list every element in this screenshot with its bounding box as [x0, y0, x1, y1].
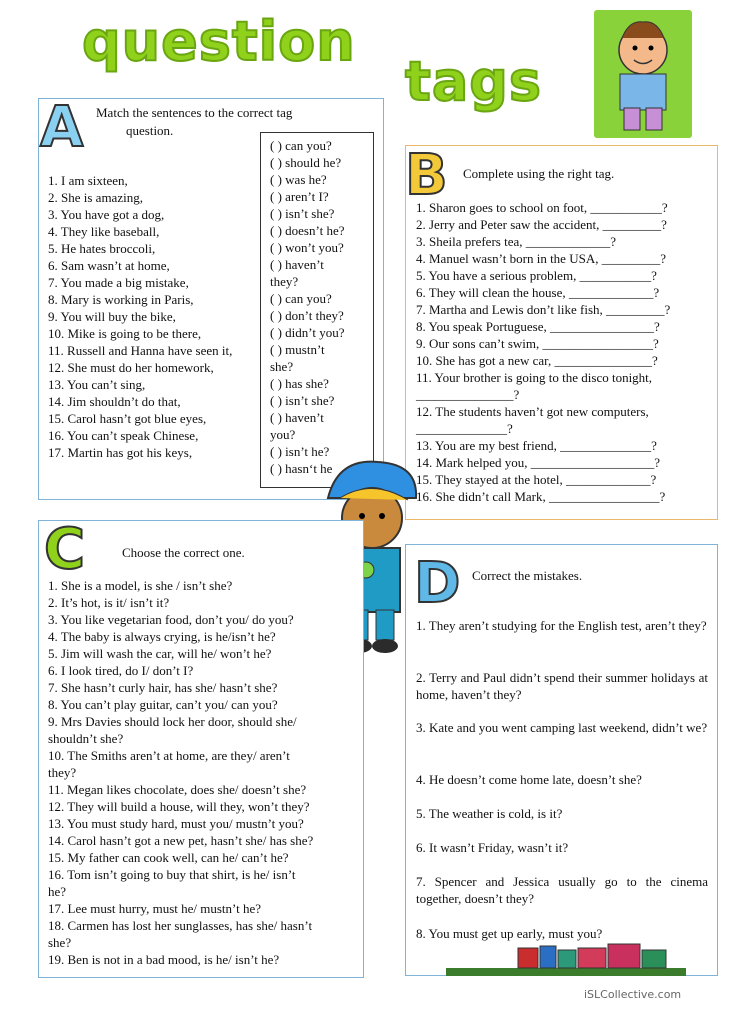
match-sentence: 12. She must do her homework,: [48, 360, 214, 375]
match-sentence: 8. Mary is working in Paris,: [48, 292, 194, 307]
match-sentence: 15. Carol hasn’t got blue eyes,: [48, 411, 207, 426]
complete-item: 7. Martha and Lewis don’t like fish, _________?: [416, 302, 671, 317]
match-sentence: 10. Mike is going to be there,: [48, 326, 202, 341]
match-sentence: 1. I am sixteen,: [48, 173, 128, 188]
match-sentence: 11. Russell and Hanna have seen it,: [48, 343, 233, 358]
section-c-letter: C: [44, 517, 86, 582]
tag-option: ( ) hasn‘t he: [270, 461, 333, 476]
section-a-instruction-2: question.: [126, 123, 174, 138]
complete-item: 3. Sheila prefers tea, _____________?: [416, 234, 617, 249]
choose-item: 7. She hasn’t curly hair, has she/ hasn’t she?: [48, 680, 278, 695]
correct-mistake-item: 8. You must get up early, must you?: [416, 926, 603, 941]
tag-option: ( ) should he?: [270, 155, 342, 170]
complete-item: _______________?: [416, 387, 520, 402]
section-a-letter: A: [40, 95, 84, 160]
section-d-letter: D: [414, 551, 461, 616]
tag-option: ( ) mustn’t: [270, 342, 325, 357]
match-sentence: 14. Jim shouldn’t do that,: [48, 394, 181, 409]
tag-option: ( ) doesn’t he?: [270, 223, 345, 238]
complete-item: 14. Mark helped you, ___________________?: [416, 455, 661, 470]
choose-item: 2. It’s hot, is it/ isn’t it?: [48, 595, 170, 610]
tag-option: ( ) isn’t she?: [270, 206, 335, 221]
correct-mistake-item: 2. Terry and Paul didn’t spend their summer holidays at home, haven’t they?: [416, 670, 708, 702]
complete-item: ______________?: [416, 421, 513, 436]
tag-option: ( ) haven’t: [270, 410, 324, 425]
correct-mistake-item: 6. It wasn’t Friday, wasn’t it?: [416, 840, 569, 855]
complete-item: 6. They will clean the house, _____________?: [416, 285, 660, 300]
complete-item: 9. Our sons can’t swim, _________________?: [416, 336, 659, 351]
correct-mistake-item: 4. He doesn’t come home late, doesn’t she?: [416, 772, 642, 787]
choose-item: 19. Ben is not in a bad mood, is he/ isn’t he?: [48, 952, 280, 967]
complete-item: 11. Your brother is going to the disco tonight,: [416, 370, 653, 385]
tag-option: they?: [270, 274, 299, 289]
complete-item: 8. You speak Portuguese, ________________?: [416, 319, 660, 334]
tag-option: ( ) can you?: [270, 138, 332, 153]
tag-option: she?: [270, 359, 294, 374]
match-sentence: 3. You have got a dog,: [48, 207, 165, 222]
tag-option: ( ) isn’t he?: [270, 444, 330, 459]
correct-mistake-item: 3. Kate and you went camping last weekend, didn’t we?: [416, 720, 708, 735]
boy-illustration: [594, 10, 692, 138]
title-tags: tags: [405, 50, 543, 113]
choose-item: 10. The Smiths aren’t at home, are they/ aren’t: [48, 748, 290, 763]
choose-item: 9. Mrs Davies should lock her door, should she/: [48, 714, 297, 729]
choose-item: 1. She is a model, is she / isn’t she?: [48, 578, 233, 593]
tag-option: ( ) was he?: [270, 172, 327, 187]
match-sentence: 13. You can’t sing,: [48, 377, 146, 392]
choose-item: 11. Megan likes chocolate, does she/ doesn’t she?: [48, 782, 307, 797]
choose-item: 12. They will build a house, will they, won’t they?: [48, 799, 310, 814]
complete-item: 16. She didn’t call Mark, _________________?: [416, 489, 666, 504]
section-a-instruction: Match the sentences to the correct tag: [96, 105, 293, 120]
match-sentence: 6. Sam wasn’t at home,: [48, 258, 170, 273]
complete-item: 1. Sharon goes to school on foot, ___________?: [416, 200, 668, 215]
complete-item: 12. The students haven’t got new computers,: [416, 404, 649, 419]
correct-mistake-item: 7. Spencer and Jessica usually go to the cinema together, doesn’t they?: [416, 874, 708, 906]
complete-item: 5. You have a serious problem, ___________?: [416, 268, 657, 283]
complete-item: 13. You are my best friend, ______________?: [416, 438, 657, 453]
complete-item: 15. They stayed at the hotel, _____________?: [416, 472, 657, 487]
books-illustration: [446, 940, 686, 976]
choose-item: 17. Lee must hurry, must he/ mustn’t he?: [48, 901, 262, 916]
complete-item: 4. Manuel wasn’t born in the USA, _________?: [416, 251, 666, 266]
match-sentence: 16. You can’t speak Chinese,: [48, 428, 199, 443]
tag-option: you?: [270, 427, 296, 442]
choose-item: they?: [48, 765, 77, 780]
complete-item: 10. She has got a new car, _______________?: [416, 353, 658, 368]
match-sentence: 2. She is amazing,: [48, 190, 143, 205]
match-sentence: 4. They like baseball,: [48, 224, 160, 239]
choose-item: 4. The baby is always crying, is he/isn’t he?: [48, 629, 276, 644]
tag-option: ( ) haven’t: [270, 257, 324, 272]
choose-item: 13. You must study hard, must you/ mustn’t you?: [48, 816, 304, 831]
section-b-instruction: Complete using the right tag.: [463, 166, 615, 181]
footer-watermark: iSLCollective.com: [584, 988, 682, 1001]
choose-item: 14. Carol hasn’t got a new pet, hasn’t she/ has she?: [48, 833, 314, 848]
section-d-instruction: Correct the mistakes.: [472, 568, 583, 583]
tag-option: ( ) didn’t you?: [270, 325, 345, 340]
choose-item: 5. Jim will wash the car, will he/ won’t he?: [48, 646, 272, 661]
choose-item: 3. You like vegetarian food, don’t you/ do you?: [48, 612, 294, 627]
correct-mistake-item: 5. The weather is cold, is it?: [416, 806, 563, 821]
choose-item: 15. My father can cook well, can he/ can’t he?: [48, 850, 289, 865]
correct-mistake-item: 1. They aren’t studying for the English test, aren’t they?: [416, 618, 707, 633]
tag-option: ( ) isn’t she?: [270, 393, 335, 408]
tag-option: ( ) don’t they?: [270, 308, 344, 323]
tag-option: ( ) aren’t I?: [270, 189, 329, 204]
tag-option: ( ) can you?: [270, 291, 332, 306]
match-sentence: 17. Martin has got his keys,: [48, 445, 193, 460]
complete-item: 2. Jerry and Peter saw the accident, _________?: [416, 217, 667, 232]
choose-item: 6. I look tired, do I/ don’t I?: [48, 663, 194, 678]
section-c-instruction: Choose the correct one.: [122, 545, 245, 560]
section-b-letter: B: [405, 143, 448, 208]
choose-item: 16. Tom isn’t going to buy that shirt, is he/ isn’t: [48, 867, 296, 882]
choose-item: shouldn’t she?: [48, 731, 124, 746]
choose-item: 18. Carmen has lost her sunglasses, has she/ hasn’t: [48, 918, 313, 933]
match-sentence: 9. You will buy the bike,: [48, 309, 176, 324]
choose-item: 8. You can’t play guitar, can’t you/ can you?: [48, 697, 278, 712]
match-sentence: 5. He hates broccoli,: [48, 241, 156, 256]
title-question: question: [82, 10, 356, 73]
match-sentence: 7. You made a big mistake,: [48, 275, 189, 290]
choose-item: she?: [48, 935, 72, 950]
choose-item: he?: [48, 884, 67, 899]
tag-option: ( ) has she?: [270, 376, 329, 391]
tag-option: ( ) won’t you?: [270, 240, 344, 255]
